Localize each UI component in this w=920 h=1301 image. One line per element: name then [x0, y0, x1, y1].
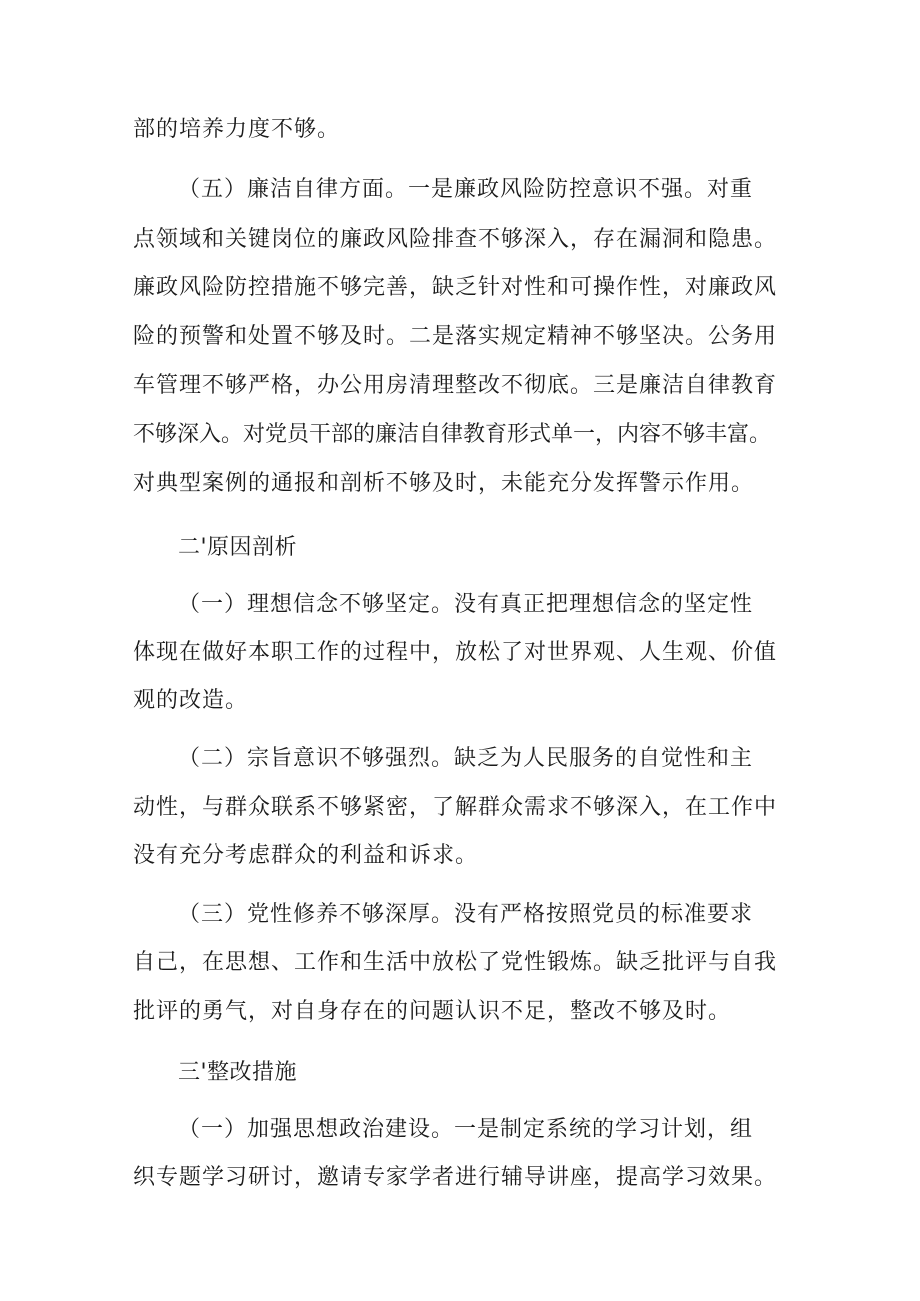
paragraph-line: 部的培养力度不够。 — [133, 117, 341, 142]
paragraph-line: 织专题学习研讨，邀请专家学者进行辅导讲座，提高学习效果。 — [133, 1165, 778, 1190]
section-heading-rectification-measures: 三'整改措施 — [178, 1060, 298, 1085]
paragraph-line: 点领域和关键岗位的廉政风险排查不够深入，存在漏洞和隐患。 — [133, 227, 778, 252]
paragraph-line: （一）加强思想政治建设。一是制定系统的学习计划，组 — [178, 1117, 754, 1142]
paragraph-line: 体现在做好本职工作的过程中，放松了对世界观、人生观、价值 — [133, 640, 778, 665]
paragraph-line: 对典型案例的通报和剖析不够及时，未能充分发挥警示作用。 — [133, 471, 755, 496]
paragraph-line: 不够深入。对党员干部的廉洁自律教育形式单一，内容不够丰富。 — [133, 422, 772, 447]
paragraph-line: 车管理不够严格，办公用房清理整改不彻底。三是廉洁自律教育 — [133, 373, 778, 398]
section-heading-cause-analysis: 二'原因剖析 — [178, 535, 298, 560]
paragraph-line: 动性，与群众联系不够紧密，了解群众需求不够深入，在工作中 — [133, 795, 778, 820]
paragraph-line: 险的预警和处置不够及时。二是落实规定精神不够坚决。公务用 — [133, 324, 778, 349]
paragraph-line: （二）宗旨意识不够强烈。缺乏为人民服务的自觉性和主 — [178, 746, 754, 771]
paragraph-line: 批评的勇气，对自身存在的问题认识不足，整改不够及时。 — [133, 999, 732, 1024]
paragraph-line: 没有充分考虑群众的利益和诉求。 — [133, 843, 479, 868]
paragraph-line: （一）理想信念不够坚定。没有真正把理想信念的坚定性 — [178, 592, 754, 617]
paragraph-line: 观的改造。 — [133, 688, 249, 713]
paragraph-line: 廉政风险防控措施不够完善，缺乏针对性和可操作性，对廉政风 — [133, 275, 778, 300]
paragraph-line: 自己，在思想、工作和生活中放松了党性锻炼。缺乏批评与自我 — [133, 950, 778, 975]
paragraph-line: （三）党性修养不够深厚。没有严格按照党员的标准要求 — [178, 902, 754, 927]
paragraph-line: （五）廉洁自律方面。一是廉政风险防控意识不强。对重 — [178, 177, 754, 202]
